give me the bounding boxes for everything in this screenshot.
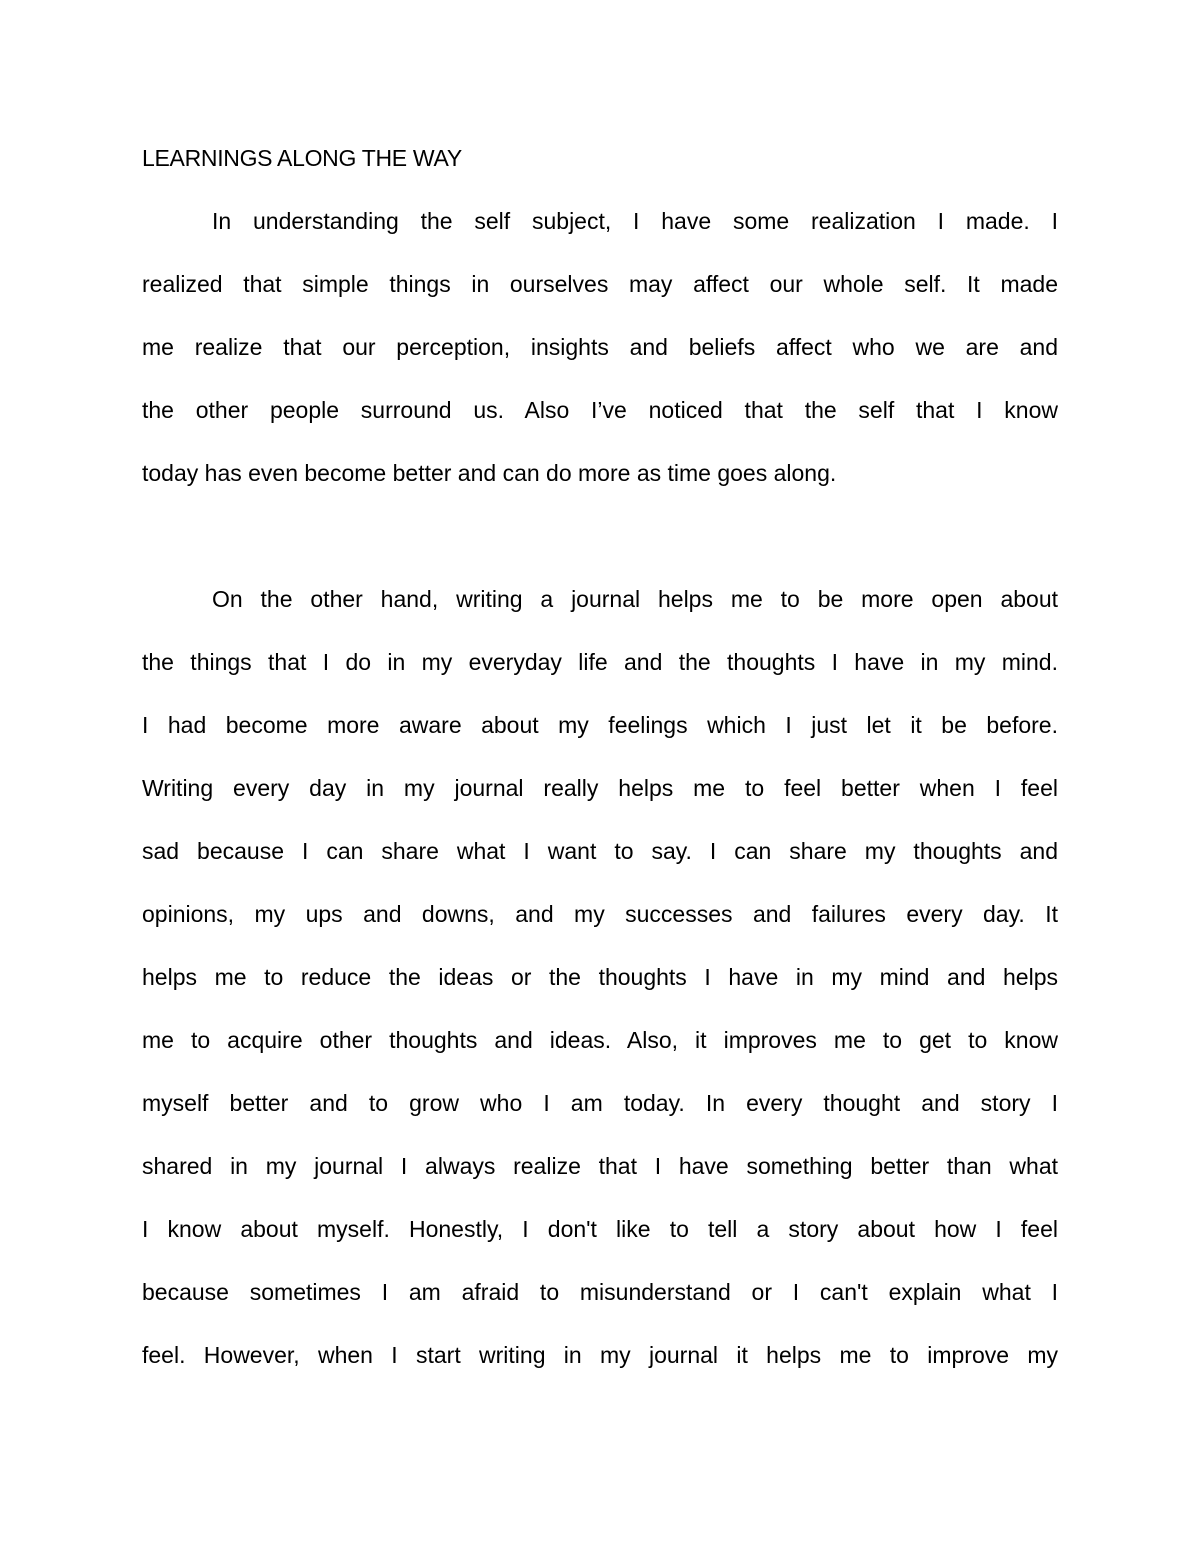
paragraph-line: opinions, my ups and downs, and my successes and failures every day. It	[142, 901, 1058, 927]
paragraph-line: because sometimes I am afraid to misunderstand or I can't explain what I	[142, 1279, 1058, 1305]
document-title: LEARNINGS ALONG THE WAY	[142, 145, 462, 171]
paragraph-line: sad because I can share what I want to say. I can share my thoughts and	[142, 838, 1058, 864]
paragraph-1	[142, 190, 1058, 505]
paragraph-2	[142, 568, 1058, 1387]
paragraph-line: me to acquire other thoughts and ideas. Also, it improves me to get to know	[142, 1027, 1058, 1053]
paragraph-line: On the other hand, writing a journal helps me to be more open about	[212, 586, 1058, 612]
paragraph-line: me realize that our perception, insights and beliefs affect who we are and	[142, 334, 1058, 360]
paragraph-line: feel. However, when I start writing in my journal it helps me to improve my	[142, 1342, 1058, 1368]
paragraph-line: the other people surround us. Also I’ve noticed that the self that I know	[142, 397, 1058, 423]
paragraph-line: today has even become better and can do more as time goes along.	[142, 460, 837, 486]
paragraph-line: myself better and to grow who I am today. In every thought and story I	[142, 1090, 1058, 1116]
paragraph-line: the things that I do in my everyday life and the thoughts I have in my mind.	[142, 649, 1058, 675]
paragraph-line: helps me to reduce the ideas or the thoughts I have in my mind and helps	[142, 964, 1058, 990]
paragraph-line: I know about myself. Honestly, I don't like to tell a story about how I feel	[142, 1216, 1058, 1242]
paragraph-line: Writing every day in my journal really helps me to feel better when I feel	[142, 775, 1058, 801]
paragraph-line: In understanding the self subject, I have some realization I made. I	[212, 208, 1058, 234]
paragraph-line: realized that simple things in ourselves may affect our whole self. It made	[142, 271, 1058, 297]
paragraph-line: I had become more aware about my feelings which I just let it be before.	[142, 712, 1058, 738]
paragraph-line: shared in my journal I always realize that I have something better than what	[142, 1153, 1058, 1179]
